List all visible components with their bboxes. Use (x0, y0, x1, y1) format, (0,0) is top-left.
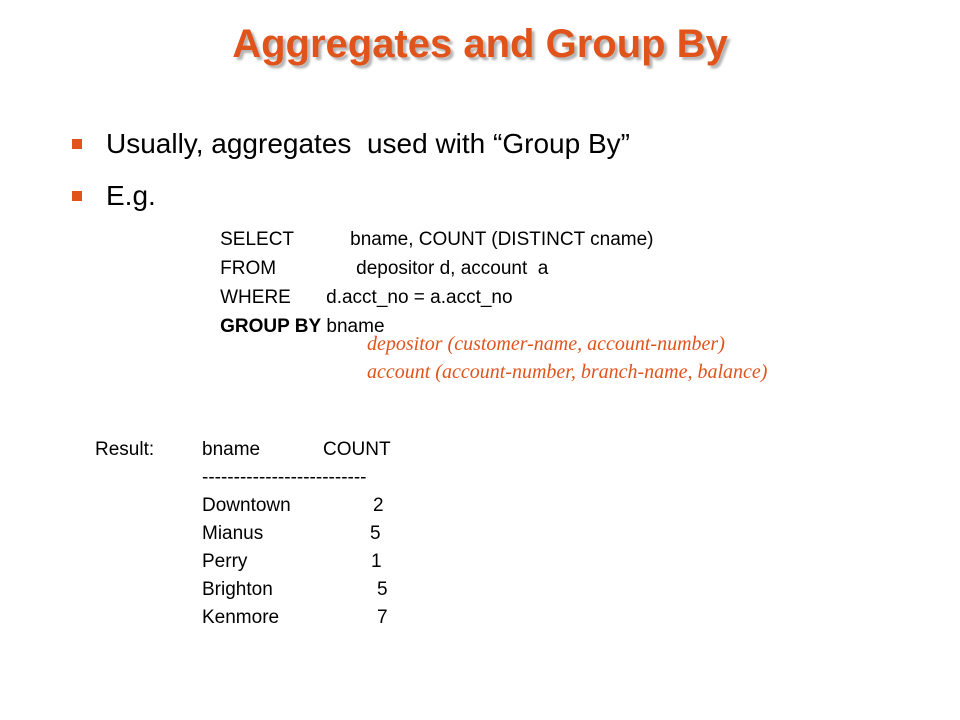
cell-bname: Mianus (202, 523, 264, 544)
result-divider (0, 464, 367, 492)
sql-keyword: FROM (220, 258, 277, 279)
cell-count: 2 (373, 495, 384, 516)
bullet-item (72, 128, 630, 160)
table-row (0, 492, 384, 520)
schema-definitions (367, 330, 767, 386)
cell-count: 7 (377, 607, 388, 628)
sql-expression: bname, COUNT (DISTINCT cname) (350, 229, 654, 250)
column-header: COUNT (323, 439, 391, 460)
cell-count: 5 (370, 523, 381, 544)
result-table (0, 436, 391, 632)
column-header: bname (202, 439, 261, 460)
sql-select-line (199, 196, 654, 250)
sql-query (199, 196, 654, 337)
square-bullet-icon (72, 139, 82, 149)
cell-count: 5 (377, 579, 388, 600)
slide-title: Aggregates and Group By (232, 22, 728, 66)
result-header-row (0, 436, 391, 464)
bullet-item (72, 180, 156, 212)
sql-expression: d.acct_no = a.acct_no (326, 287, 513, 308)
schema-account: account (account-number, branch-name, balance) (367, 361, 768, 383)
cell-bname: Kenmore (202, 607, 280, 628)
divider-line: -------------------------- (202, 467, 367, 488)
table-row (0, 576, 388, 604)
sql-keyword: SELECT (220, 229, 295, 250)
cell-bname: Downtown (202, 495, 291, 516)
cell-bname: Brighton (202, 579, 273, 600)
sql-keyword: GROUP BY (220, 316, 322, 337)
table-row (0, 604, 388, 632)
schema-depositor: depositor (customer-name, account-number) (367, 333, 725, 355)
cell-count: 1 (371, 551, 382, 572)
sql-expression: depositor d, account a (356, 258, 549, 279)
sql-expression: bname (326, 316, 385, 337)
table-row (0, 548, 382, 576)
bullet-text: E.g. (106, 180, 156, 211)
table-row (0, 520, 381, 548)
result-label: Result: (95, 439, 155, 460)
sql-keyword: WHERE (220, 287, 291, 308)
cell-bname: Perry (202, 551, 248, 572)
bullet-text: Usually, aggregates used with “Group By” (106, 128, 630, 159)
square-bullet-icon (72, 191, 82, 201)
